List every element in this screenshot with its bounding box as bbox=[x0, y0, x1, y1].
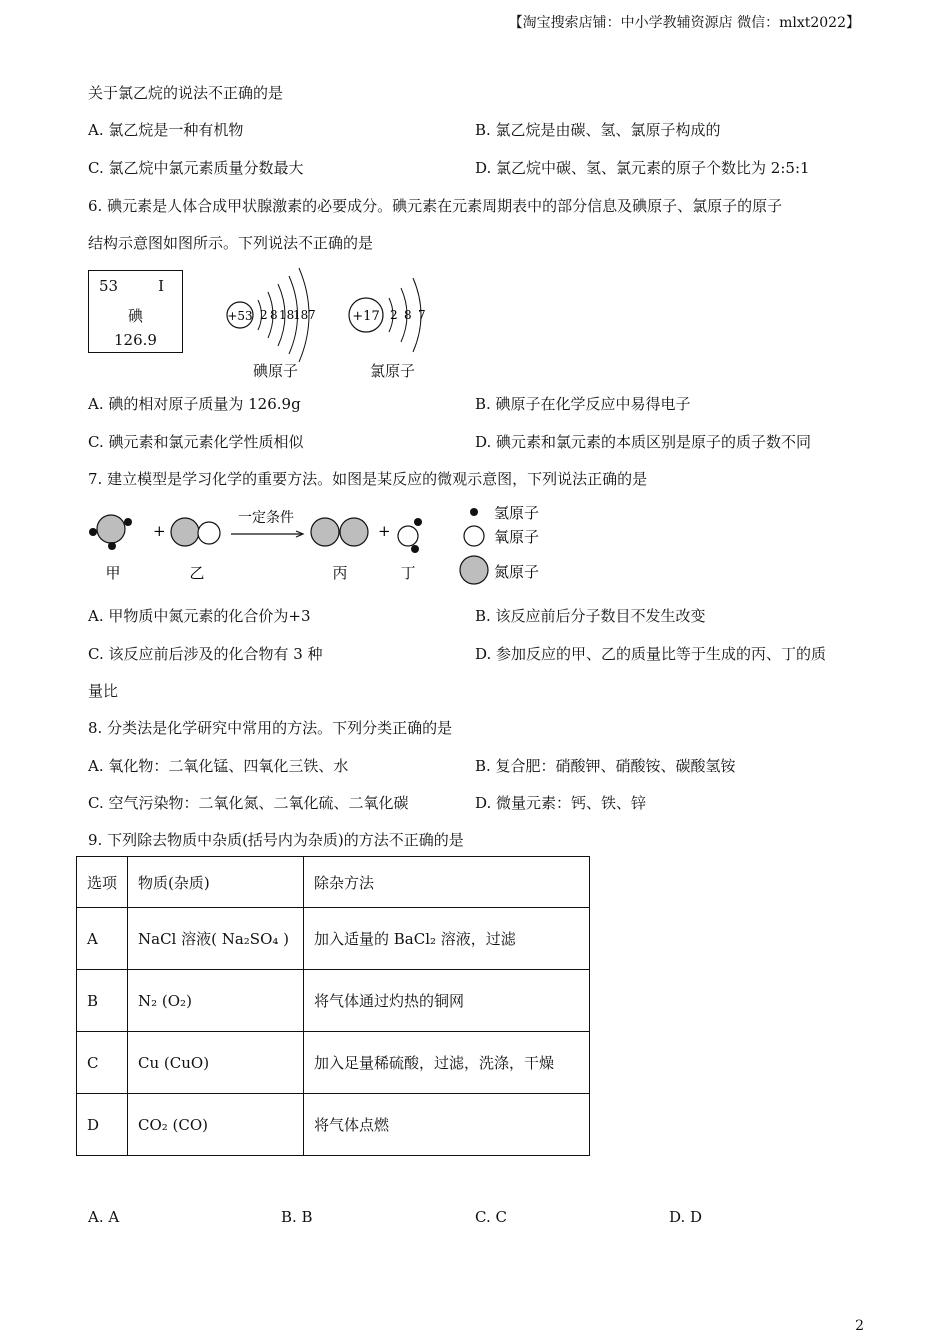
q7-option-d: D. 参加反应的甲、乙的质量比等于生成的丙、丁的质 bbox=[475, 645, 827, 663]
chlorine-atom-diagram bbox=[343, 268, 433, 360]
iodine-atom-diagram bbox=[222, 262, 327, 362]
q9-stem: 9. 下列除去物质中杂质(括号内为杂质)的方法不正确的是 bbox=[88, 831, 464, 849]
q8-option-b: B. 复合肥：硝酸钾、硝酸铵、碳酸氢铵 bbox=[475, 757, 736, 775]
q8-option-a: A. 氧化物：二氧化锰、四氧化三铁、水 bbox=[88, 757, 349, 775]
nitrogen-atom bbox=[171, 518, 199, 546]
cell-substance: NaCl 溶液( Na₂SO₄ ) bbox=[128, 908, 304, 970]
q5-option-a: A. 氯乙烷是一种有机物 bbox=[88, 121, 244, 139]
cell-substance: CO₂ (CO) bbox=[128, 1094, 304, 1156]
q7-stem: 7. 建立模型是学习化学的重要方法。如图是某反应的微观示意图，下列说法正确的是 bbox=[88, 470, 648, 488]
label-yi: 乙 bbox=[189, 564, 205, 582]
table-row bbox=[77, 970, 590, 1032]
atomic-number: 53 bbox=[99, 277, 119, 295]
element-name: 碘 bbox=[127, 307, 143, 325]
cell-option: A bbox=[77, 908, 128, 970]
q6-option-a: A. 碘的相对原子质量为 126.9g bbox=[88, 395, 301, 413]
reaction-condition: 一定条件 bbox=[238, 510, 294, 526]
label-jia: 甲 bbox=[105, 564, 121, 582]
legend-oxygen-label: 氧原子 bbox=[494, 528, 540, 546]
q6-stem-line1: 6. 碘元素是人体合成甲状腺激素的必要成分。碘元素在元素周期表中的部分信息及碘原子、氯原子的原子 bbox=[88, 197, 783, 215]
q8-stem: 8. 分类法是化学研究中常用的方法。下列分类正确的是 bbox=[88, 719, 453, 737]
header-substance: 物质(杂质) bbox=[128, 857, 304, 908]
iodine-shell-count: 8 bbox=[270, 308, 278, 322]
iodine-shell-count: 18 bbox=[279, 308, 295, 322]
q6-stem-line2: 结构示意图如图所示。下列说法不正确的是 bbox=[88, 234, 374, 252]
q9-answer-c: C. C bbox=[475, 1208, 507, 1226]
iodine-shell-count: 18 bbox=[293, 308, 309, 322]
iodine-nucleus-charge: +53 bbox=[227, 309, 253, 323]
cell-option: C bbox=[77, 1032, 128, 1094]
nitrogen-atom bbox=[311, 518, 339, 546]
chlorine-nucleus-charge: +17 bbox=[352, 309, 380, 324]
table-row bbox=[77, 1032, 590, 1094]
q6-option-b: B. 碘原子在化学反应中易得电子 bbox=[475, 395, 691, 413]
iodine-element-card bbox=[88, 270, 183, 353]
cell-substance: Cu (CuO) bbox=[128, 1032, 304, 1094]
molecule-yi bbox=[171, 518, 220, 546]
q7-option-d-continued: 量比 bbox=[88, 682, 119, 700]
table-row bbox=[77, 908, 590, 970]
hydrogen-atom bbox=[414, 518, 422, 526]
legend bbox=[460, 506, 539, 584]
page-number: 2 bbox=[855, 1318, 864, 1334]
plus-sign: + bbox=[153, 522, 166, 540]
header-option: 选项 bbox=[77, 857, 128, 908]
legend-hydrogen-symbol bbox=[470, 508, 478, 516]
q7-option-b: B. 该反应前后分子数目不发生改变 bbox=[475, 607, 706, 625]
q5-option-c: C. 氯乙烷中氯元素质量分数最大 bbox=[88, 159, 304, 177]
q5-option-d: D. 氯乙烷中碳、氢、氯元素的原子个数比为 2:5:1 bbox=[475, 159, 810, 177]
q8-option-d: D. 微量元素：钙、铁、锌 bbox=[475, 794, 647, 812]
label-bing: 丙 bbox=[332, 564, 348, 582]
reaction-diagram bbox=[84, 506, 554, 592]
chlorine-shell-count: 8 bbox=[404, 308, 412, 322]
cell-option: B bbox=[77, 970, 128, 1032]
iodine-atom-caption: 碘原子 bbox=[253, 362, 299, 380]
q6-option-c: C. 碘元素和氯元素化学性质相似 bbox=[88, 433, 304, 451]
q9-answer-d: D. D bbox=[669, 1208, 703, 1226]
table-header-row bbox=[77, 857, 590, 908]
atomic-mass: 126.9 bbox=[114, 331, 157, 349]
cell-method: 加入足量稀硫酸，过滤，洗涤，干燥 bbox=[304, 1032, 590, 1094]
q5-stem: 关于氯乙烷的说法不正确的是 bbox=[88, 84, 284, 102]
plus-sign: + bbox=[378, 522, 391, 540]
header-method: 除杂方法 bbox=[304, 857, 590, 908]
nitrogen-atom bbox=[97, 515, 125, 543]
hydrogen-atom bbox=[124, 518, 132, 526]
impurity-removal-table bbox=[76, 856, 590, 1156]
q8-option-c: C. 空气污染物：二氧化氮、二氧化硫、二氧化碳 bbox=[88, 794, 409, 812]
molecule-bing bbox=[311, 518, 368, 546]
oxygen-atom bbox=[398, 526, 418, 546]
nitrogen-atom bbox=[340, 518, 368, 546]
hydrogen-atom bbox=[108, 542, 116, 550]
iodine-shell-count: 2 bbox=[260, 308, 268, 322]
legend-oxygen-symbol bbox=[464, 526, 484, 546]
molecule-jia bbox=[89, 515, 132, 550]
cell-option: D bbox=[77, 1094, 128, 1156]
legend-nitrogen-symbol bbox=[460, 556, 488, 584]
chlorine-shell-count: 7 bbox=[418, 308, 426, 322]
table-row bbox=[77, 1094, 590, 1156]
iodine-shell-count: 7 bbox=[308, 308, 316, 322]
hydrogen-atom bbox=[89, 528, 97, 536]
q7-option-a: A. 甲物质中氮元素的化合价为+3 bbox=[88, 607, 311, 625]
q7-option-c: C. 该反应前后涉及的化合物有 3 种 bbox=[88, 645, 323, 663]
molecule-ding bbox=[398, 518, 422, 553]
page-header: 【淘宝搜索店铺：中小学教辅资源店 微信：mlxt2022】 bbox=[508, 15, 860, 31]
cell-method: 加入适量的 BaCl₂ 溶液，过滤 bbox=[304, 908, 590, 970]
q9-answer-b: B. B bbox=[281, 1208, 313, 1226]
label-ding: 丁 bbox=[400, 564, 416, 582]
q6-option-d: D. 碘元素和氯元素的本质区别是原子的质子数不同 bbox=[475, 433, 812, 451]
oxygen-atom bbox=[198, 522, 220, 544]
chlorine-atom-caption: 氯原子 bbox=[370, 362, 416, 380]
cell-method: 将气体点燃 bbox=[304, 1094, 590, 1156]
legend-nitrogen-label: 氮原子 bbox=[494, 563, 540, 581]
q5-option-b: B. 氯乙烷是由碳、氢、氯原子构成的 bbox=[475, 121, 721, 139]
hydrogen-atom bbox=[411, 545, 419, 553]
legend-hydrogen-label: 氢原子 bbox=[494, 506, 540, 522]
chlorine-shell-count: 2 bbox=[390, 308, 398, 322]
cell-method: 将气体通过灼热的铜网 bbox=[304, 970, 590, 1032]
element-symbol: I bbox=[158, 277, 164, 295]
q9-answer-a: A. A bbox=[88, 1208, 120, 1226]
cell-substance: N₂ (O₂) bbox=[128, 970, 304, 1032]
